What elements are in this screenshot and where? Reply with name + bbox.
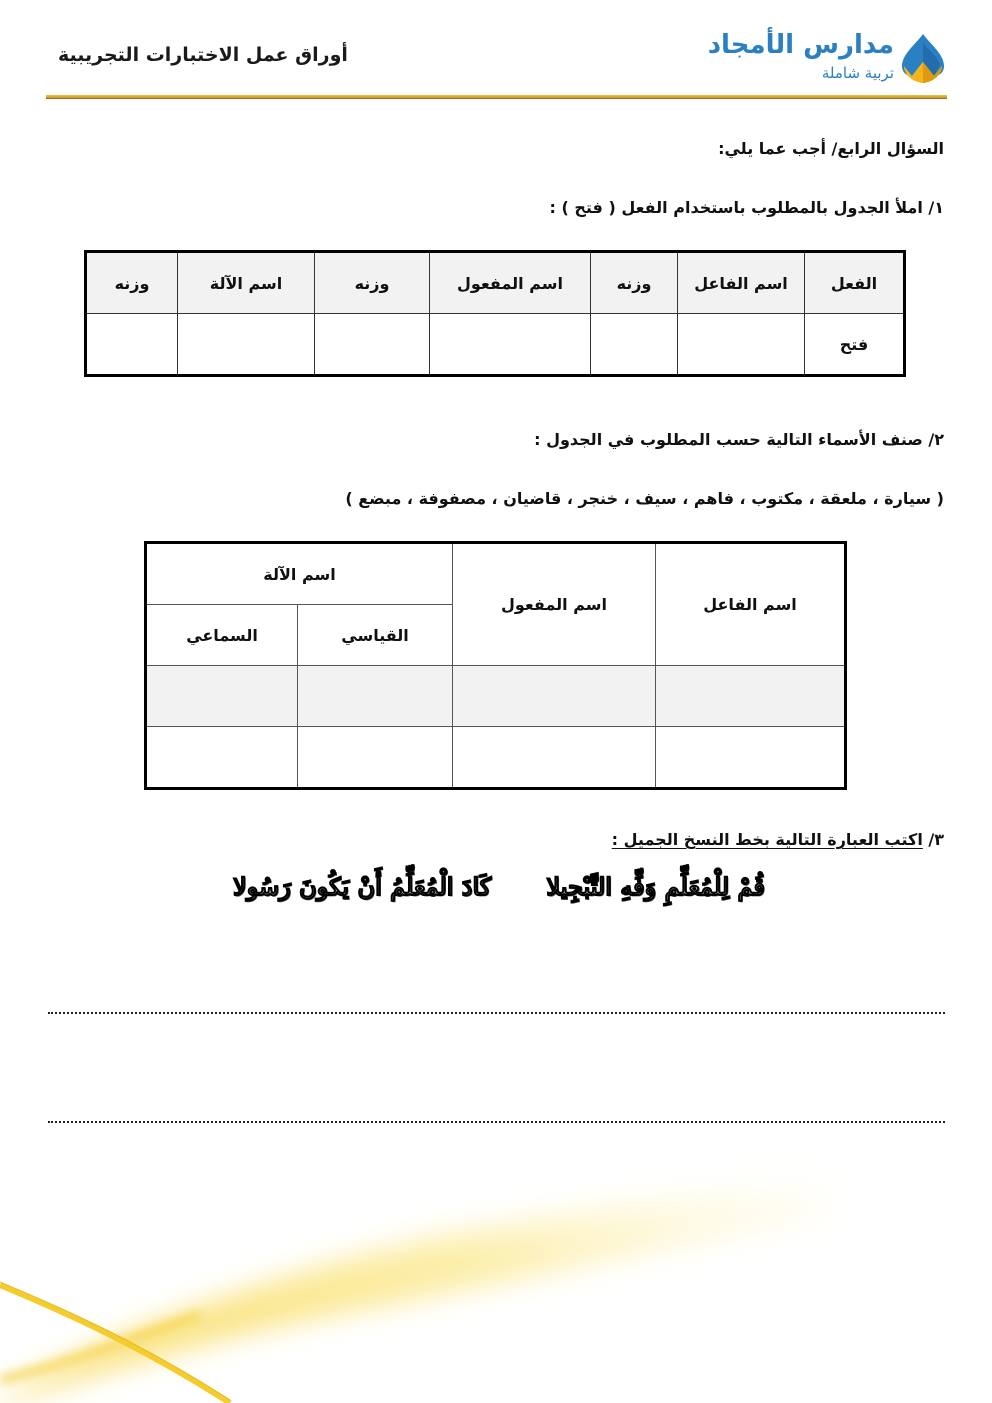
cell-verb: فتح: [805, 314, 905, 376]
part1-prompt: ١/ املأ الجدول بالمطلوب باستخدام الفعل ( فتح ) :: [549, 198, 944, 217]
question-title: السؤال الرابع/ أجب عما يلي:: [718, 139, 944, 158]
calligraphy-verse: [225, 872, 765, 916]
verse-second-half: كَادَ الْمُعَلِّمُ أَنْ يَكُونَ رَسُولا: [233, 872, 492, 901]
part2-prompt: ٢/ صنف الأسماء التالية حسب المطلوب في الجدول :: [534, 430, 944, 449]
answer-cell[interactable]: [298, 666, 453, 727]
header-divider: [46, 95, 947, 98]
answer-cell[interactable]: [430, 314, 591, 376]
answer-cell[interactable]: [453, 666, 656, 727]
answer-cell[interactable]: [146, 727, 298, 789]
answer-line[interactable]: [48, 1012, 945, 1014]
part3-number: ٣/: [922, 830, 944, 849]
answer-cell[interactable]: [315, 314, 430, 376]
answer-cell[interactable]: [453, 727, 656, 789]
header-pattern: وزنه: [315, 252, 430, 314]
part3-instruction: اكتب العبارة التالية بخط النسخ الجميل :: [611, 830, 923, 849]
word-list: ( سيارة ، ملعقة ، مكتوب ، فاهم ، سيف ، خنجر ، قاضيان ، مصفوفة ، مبضع ): [345, 489, 944, 508]
table-row: [86, 314, 905, 376]
header-instrument-noun: اسم الآلة: [146, 543, 453, 605]
classification-table: [144, 541, 847, 790]
part3-prompt: [612, 830, 944, 849]
answer-cell[interactable]: [656, 666, 846, 727]
table-row: [146, 727, 846, 789]
answer-line[interactable]: [48, 1121, 945, 1123]
table-header-row: [86, 252, 905, 314]
answer-cell[interactable]: [178, 314, 315, 376]
table-row: [146, 666, 846, 727]
answer-cell[interactable]: [146, 666, 298, 727]
answer-cell[interactable]: [678, 314, 805, 376]
header-active-participle: اسم الفاعل: [678, 252, 805, 314]
school-logo: [707, 30, 946, 88]
answer-cell[interactable]: [656, 727, 846, 789]
answer-cell[interactable]: [298, 727, 453, 789]
verb-derivatives-table: [84, 250, 906, 377]
header-passive-participle: اسم المفعول: [453, 543, 656, 666]
answer-cell[interactable]: [591, 314, 678, 376]
header-instrument-heard: السماعي: [146, 605, 298, 666]
decorative-swoosh: [0, 1130, 992, 1403]
header-pattern: وزنه: [591, 252, 678, 314]
logo-name: مدارس الأمجاد: [707, 30, 894, 60]
header-verb: الفعل: [805, 252, 905, 314]
header-active-participle: اسم الفاعل: [656, 543, 846, 666]
drop-logo-icon: [900, 32, 946, 84]
header-passive-participle: اسم المفعول: [430, 252, 591, 314]
worksheet-title: أوراق عمل الاختبارات التجريبية: [58, 44, 348, 66]
verse-first-half: قُمْ لِلْمُعَلِّمِ وَفِّهِ التَّبْجِيلا: [546, 872, 765, 901]
header-instrument-noun: اسم الآلة: [178, 252, 315, 314]
answer-cell[interactable]: [86, 314, 178, 376]
logo-tagline: تربية شاملة: [821, 64, 894, 82]
table-header-row: [146, 543, 846, 605]
header-instrument-regular: القياسي: [298, 605, 453, 666]
header-pattern: وزنه: [86, 252, 178, 314]
